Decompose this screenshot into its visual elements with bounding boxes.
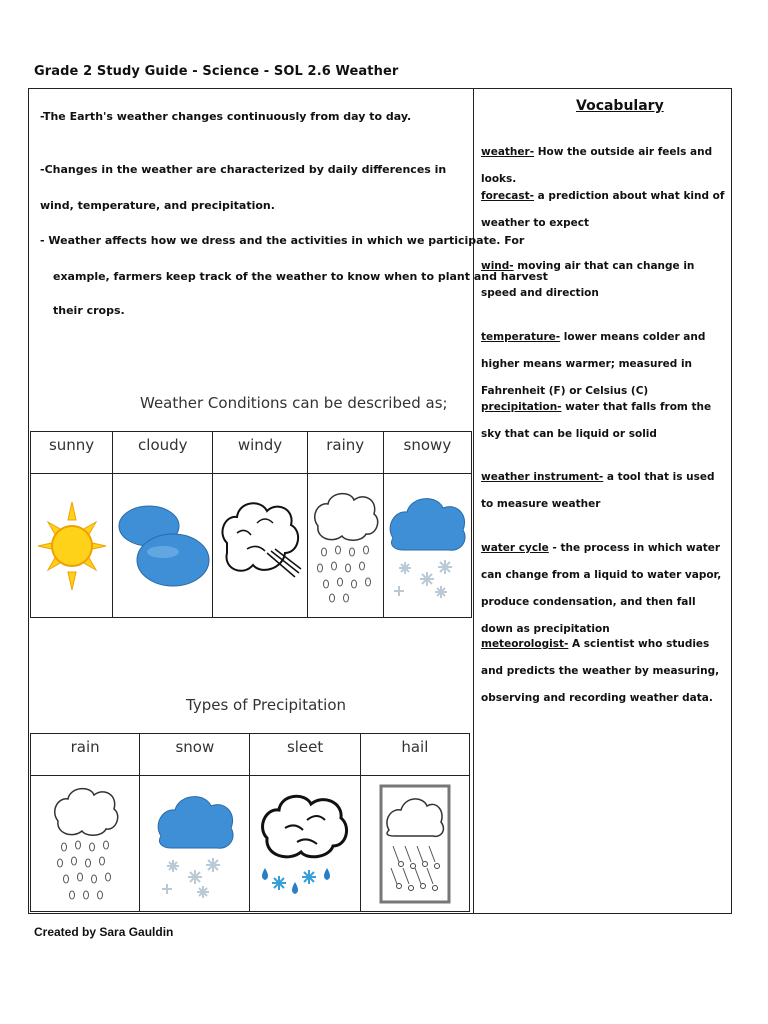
rain-cloud-icon xyxy=(310,486,380,606)
fact-1: -The Earth's weather changes continuously from day to day. xyxy=(40,110,412,123)
vocab-item-water-cycle xyxy=(481,535,726,643)
cond-label-sunny: sunny xyxy=(31,432,113,474)
precip-pic-sleet xyxy=(250,776,360,912)
cond-pic-windy xyxy=(213,474,307,618)
fact-3-line3: their crops. xyxy=(53,304,125,317)
cond-pic-snowy xyxy=(383,474,471,618)
vocab-item-weather-instrument xyxy=(481,464,726,518)
vocab-item-wind xyxy=(481,253,726,307)
vocabulary-heading: Vocabulary xyxy=(576,98,664,114)
snow-cloud-icon xyxy=(153,788,237,900)
page-title: Grade 2 Study Guide - Science - SOL 2.6 Weather xyxy=(34,64,399,79)
wind-cloud-icon xyxy=(217,493,303,599)
snow-cloud-icon xyxy=(385,490,469,602)
precipitation-heading: Types of Precipitation xyxy=(186,696,347,714)
vocab-item-meteorologist xyxy=(481,631,726,712)
author-credit: Created by Sara Gauldin xyxy=(34,925,174,939)
fact-2: -Changes in the weather are characterized by daily differences in wind, temperature, and precipitation. xyxy=(40,163,447,212)
vocab-def: water that falls from the sky that can be liquid or solid xyxy=(481,401,712,440)
vocab-def: a prediction about what kind of weather to expect xyxy=(481,190,725,229)
cond-pic-rainy xyxy=(307,474,383,618)
precip-label-sleet: sleet xyxy=(250,734,360,776)
cond-label-snowy: snowy xyxy=(383,432,471,474)
vocab-item-forecast xyxy=(481,183,726,237)
sun-icon xyxy=(36,496,108,596)
rain-cloud-icon xyxy=(50,781,120,907)
vocab-def: - the process in which water can change from a liquid to water vapor, produce condensation, and then fall down as precipitation xyxy=(481,542,722,635)
vocab-def: lower means colder and higher means warmer; measured in Fahrenheit (F) or Celsius (C) xyxy=(481,331,706,397)
fact-3-line2: example, farmers keep track of the weather to know when to plant and harvest xyxy=(53,270,548,283)
precip-pic-snow xyxy=(140,776,250,912)
cond-label-windy: windy xyxy=(213,432,307,474)
vocab-def: moving air that can change in speed and direction xyxy=(481,260,695,299)
fact-3-line1: - Weather affects how we dress and the activities in which we participate. For xyxy=(40,234,525,247)
cond-pic-sunny xyxy=(31,474,113,618)
cloud-icon xyxy=(115,496,211,596)
precip-label-hail: hail xyxy=(360,734,469,776)
precip-pic-rain xyxy=(31,776,140,912)
vocab-def: How the outside air feels and looks. xyxy=(481,146,713,185)
precip-pic-hail xyxy=(360,776,469,912)
precip-label-snow: snow xyxy=(140,734,250,776)
cond-pic-cloudy xyxy=(113,474,213,618)
column-divider xyxy=(473,88,474,914)
vocab-term: weather- xyxy=(481,146,535,158)
vocab-term: temperature- xyxy=(481,331,561,343)
precipitation-table xyxy=(30,733,470,912)
vocab-term: weather instrument- xyxy=(481,471,604,483)
conditions-table xyxy=(30,431,472,618)
vocab-item-precipitation xyxy=(481,394,726,448)
vocab-item-temperature xyxy=(481,324,726,405)
cond-label-rainy: rainy xyxy=(307,432,383,474)
vocab-def: A scientist who studies and predicts the weather by measuring, observing and recording weather data. xyxy=(481,638,720,704)
vocab-term: meteorologist- xyxy=(481,638,569,650)
sleet-cloud-icon xyxy=(257,788,353,900)
precip-label-rain: rain xyxy=(31,734,140,776)
vocab-term: forecast- xyxy=(481,190,535,202)
conditions-heading: Weather Conditions can be described as; xyxy=(140,394,448,412)
vocab-def: a tool that is used to measure weather xyxy=(481,471,715,510)
cond-label-cloudy: cloudy xyxy=(113,432,213,474)
vocab-term: precipitation- xyxy=(481,401,562,413)
vocab-term: water cycle xyxy=(481,542,549,554)
vocab-term: wind- xyxy=(481,260,514,272)
hail-cloud-icon xyxy=(379,784,451,904)
